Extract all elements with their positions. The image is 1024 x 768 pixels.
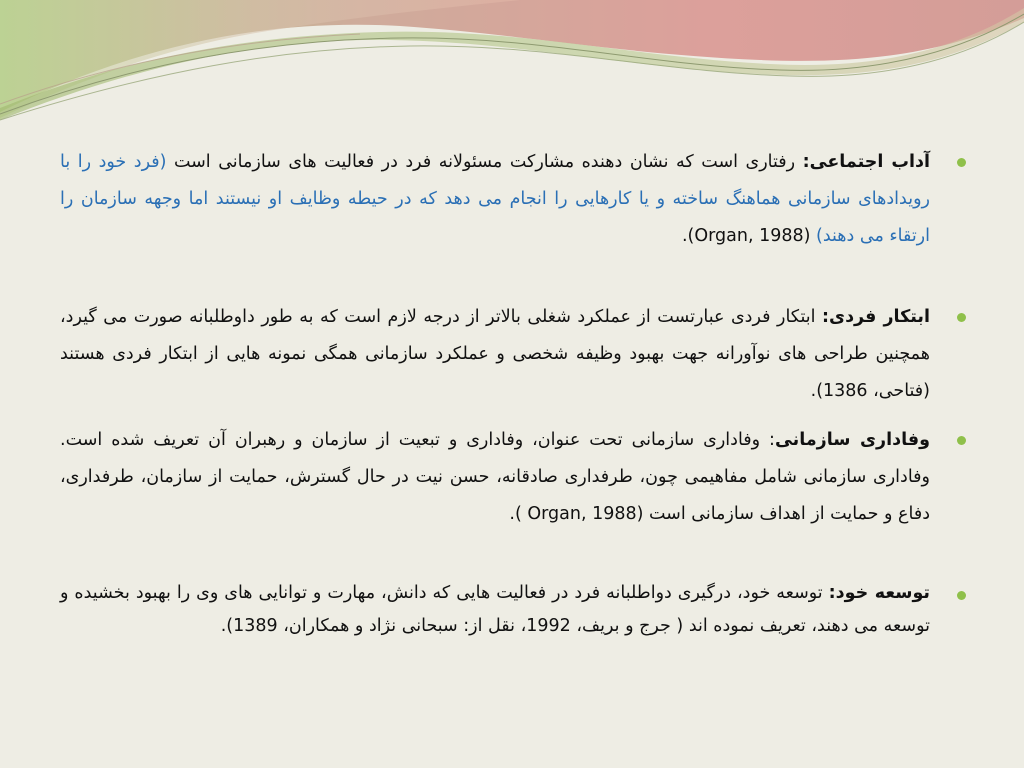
highlighted-text: (فرد خود را با رویدادهای سازمانی هماهنگ ساخته و یا کارهایی را انجام می دهد که در حیطه وظایف او نیستند اما وجهه سازمان را ارتقاء می دهند): [60, 152, 930, 246]
bullet-item-social-etiquette: [60, 144, 966, 255]
term-label: توسعه خود:: [828, 583, 930, 603]
decorative-header-wave: [0, 0, 1024, 130]
bullet-dot-icon: [957, 313, 966, 322]
bullet-dot-icon: [957, 591, 966, 600]
bullet-item-individual-initiative: [60, 299, 966, 410]
definition-text: ابتکار فردی عبارتست از عملکرد شغلی بالاتر از درجه لازم است که به طور داوطلبانه صورت می گیرد، همچنین طراحی های نوآورانه جهت بهبود وظیفه شخصی و عملکرد سازمانی همگی نمونه هایی از ابتکار فردی هستند (فتاحی، 1386).: [60, 307, 930, 401]
bullet-item-organizational-loyalty: [60, 422, 966, 533]
bullet-dot-icon: [957, 436, 966, 445]
term-label: آداب اجتماعی:: [802, 152, 930, 172]
bullet-list: [60, 144, 966, 643]
term-label: ابتکار فردی:: [822, 307, 930, 327]
term-label: وفاداری سازمانی: [774, 430, 931, 450]
bullet-dot-icon: [957, 158, 966, 167]
definition-text: توسعه خود، درگیری دواطلبانه فرد در فعالیت هایی که دانش، مهارت و توانایی های وی را بهبود بخشیده و توسعه می دهند، تعریف نموده اند ( جرج و بریف، 1992، نقل از: سبحانی نژاد و همکاران، 1389).: [60, 583, 930, 636]
definition-text: : وفاداری سازمانی تحت عنوان، وفاداری و تبعیت از سازمان و رهبران آن تعریف شده است. وفاداری سازمانی شامل مفاهیمی چون، طرفداری صادقانه، حسن نیت در حال گسترش، حمایت از سازمان، طرفداری، دفاع و حمایت از اهداف سازمانی است (Organ, 1988 ).: [60, 430, 930, 524]
definition-text: رفتاری است که نشان دهنده مشارکت مسئولانه فرد در فعالیت های سازمانی است: [166, 152, 803, 172]
citation-text: (Organ, 1988).: [681, 226, 816, 246]
bullet-item-self-development: [60, 577, 966, 643]
